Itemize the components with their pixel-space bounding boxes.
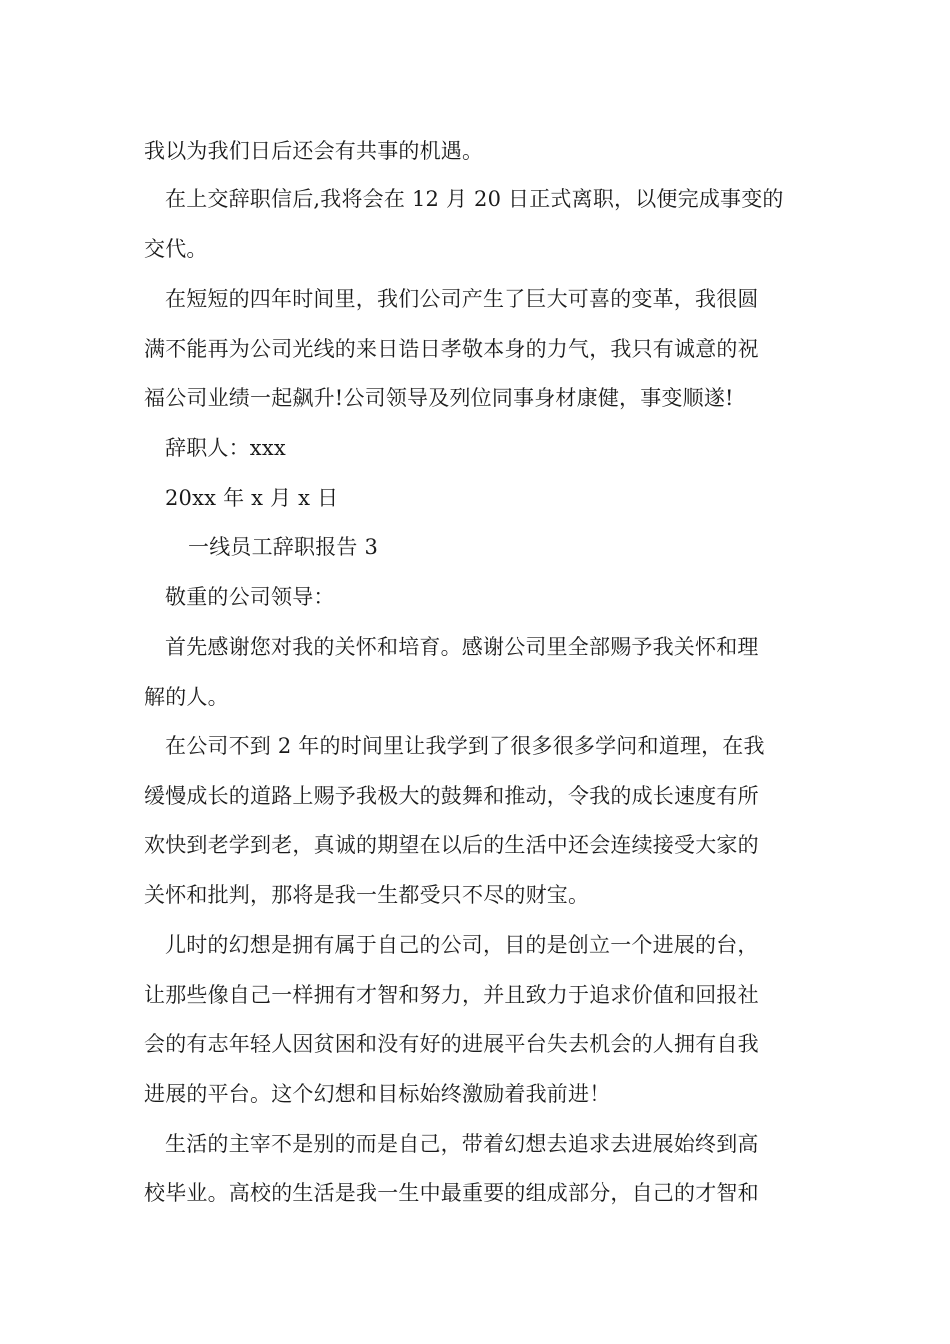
- section-heading: 一线员工辞职报告 3: [188, 535, 379, 559]
- text-line: 在公司不到 2 年的时间里让我学到了很多很多学问和道理，在我: [165, 734, 765, 758]
- text-line: 会的有志年轻人因贫困和没有好的进展平台失去机会的人拥有自我: [144, 1032, 759, 1056]
- date-line: 20xx 年 x 月 x 日: [165, 486, 339, 510]
- text-line: 关怀和批判，那将是我一生都受只不尽的财宝。: [144, 883, 590, 907]
- text-line: 让那些像自己一样拥有才智和努力，并且致力于追求价值和回报社: [144, 983, 759, 1007]
- text-line: 校毕业。高校的生活是我一生中最重要的组成部分，自己的才智和: [144, 1181, 759, 1205]
- text-line: 解的人。: [144, 685, 229, 709]
- text-line: 儿时的幻想是拥有属于自己的公司，目的是创立一个进展的台，: [165, 933, 759, 957]
- text-line: 缓慢成长的道路上赐予我极大的鼓舞和推动，令我的成长速度有所: [144, 784, 759, 808]
- text-line: 满不能再为公司光线的来日诰日孝敬本身的力气，我只有诚意的祝: [144, 337, 759, 361]
- text-line: 首先感谢您对我的关怀和培育。感谢公司里全部赐予我关怀和理: [165, 635, 759, 659]
- signature-line: 辞职人：xxx: [165, 436, 286, 460]
- text-line: 福公司业绩一起飙升!公司领导及列位同事身材康健，事变顺遂!: [144, 386, 734, 410]
- salutation: 敬重的公司领导：: [165, 585, 335, 609]
- text-line: 在短短的四年时间里，我们公司产生了巨大可喜的变革，我很圆: [165, 287, 759, 311]
- text-line: 交代。: [144, 237, 208, 261]
- text-line: 生活的主宰不是别的而是自己，带着幻想去追求去进展始终到高: [165, 1132, 759, 1156]
- text-line: 欢快到老学到老，真诚的期望在以后的生活中还会连续接受大家的: [144, 833, 759, 857]
- text-line: 进展的平台。这个幻想和目标始终激励着我前进！: [144, 1082, 611, 1106]
- text-line: 我以为我们日后还会有共事的机遇。: [144, 139, 484, 163]
- text-line: 在上交辞职信后,我将会在 12 月 20 日正式离职，以便完成事变的: [165, 187, 784, 211]
